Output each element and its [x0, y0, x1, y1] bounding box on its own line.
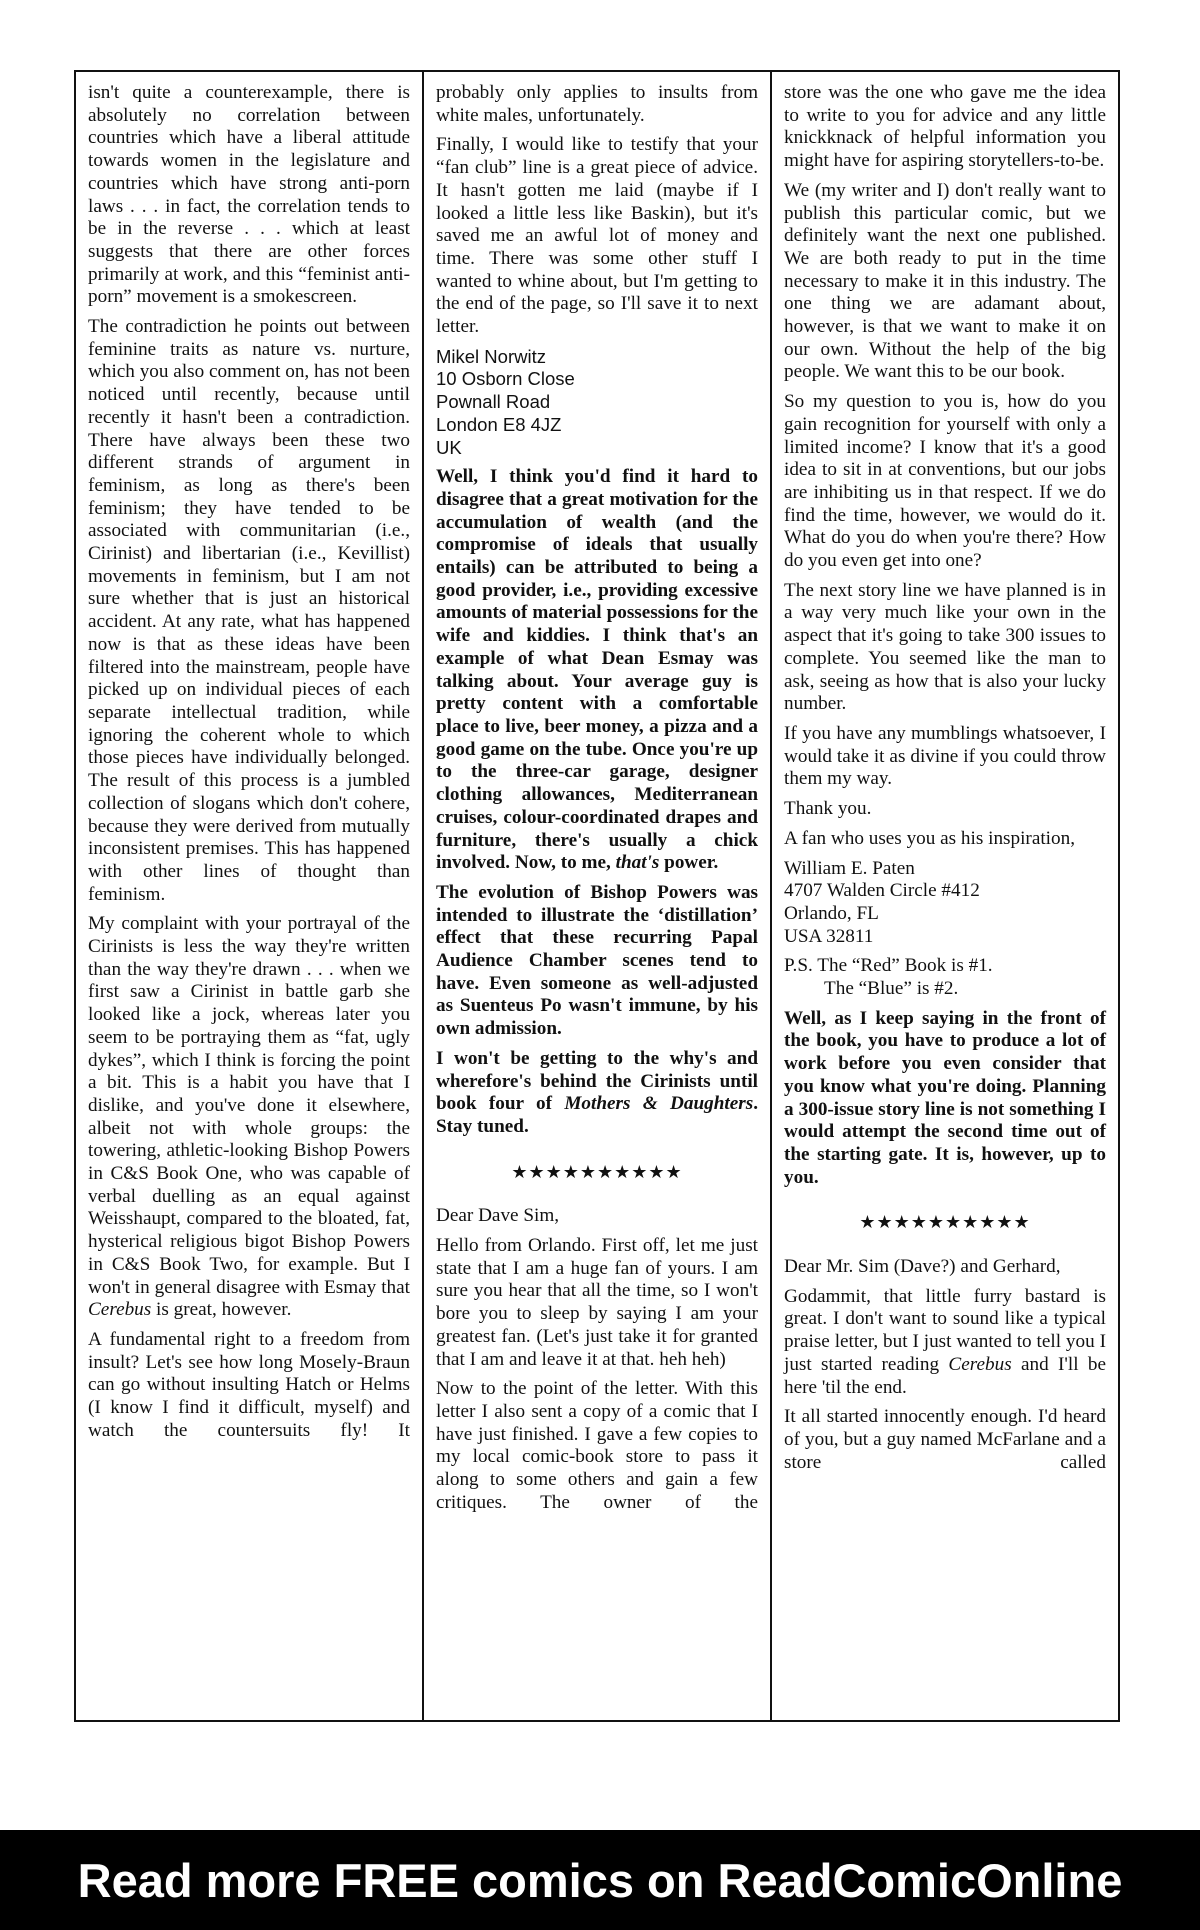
text-run: A fundamental right to a freedom from insult? Let's see how long Mosely-Braun can go without insulting Hatch or Helms (I know I find it difficult, myself) and watch the countersuits fly! It [88, 1328, 410, 1441]
address-line: 10 Osborn Close [436, 368, 575, 390]
paragraph [436, 1205, 758, 1228]
address-block [784, 858, 1106, 949]
text-run: The evolution of Bishop Powers was intended to illustrate the ‘distillation’ effect that these recurring Papal Audience Chamber scenes tend to have. Even someone as well-adjusted as Suenteus Po wasn't immune, by his own admission. [436, 881, 758, 1040]
text-run: isn't quite a counterexample, there is absolutely no correlation between countries which have a liberal attitude towards women in the legislature and countries which have strong anti-porn laws . . . in fact, the correlation tends to be in the reverse . . . which at least suggests that there are other forces primarily at work, and this “feminist anti-porn” movement is a smokescreen. [88, 82, 410, 308]
paragraph [784, 180, 1106, 384]
address-line: The “Blue” is #2. [824, 978, 959, 1000]
paragraph [784, 82, 1106, 173]
column-2 [422, 72, 770, 1720]
text-run: If you have any mumblings whatsoever, I would take it as divine if you could throw them my way. [784, 722, 1106, 790]
text-run: So my question to you is, how do you gain recognition for yourself with only a limited income? I know that it's a good idea to sit in at conventions, but our jobs are inhibiting us in that respect. If we do find the time, however, we would do it. What do you do when you're there? How do you even get into one? [784, 391, 1106, 572]
column-3 [770, 72, 1118, 1720]
promo-banner[interactable] [0, 1830, 1200, 1930]
address-line: Orlando, FL [784, 902, 879, 924]
italic-title: Cerebus [88, 1299, 152, 1321]
text-run: Well, I think you'd find it hard to disagree that a great motivation for the accumulation of wealth (and the compromise of ideals that usually entails) can be attributed to being a good provider, i.e., providing excessive amounts of material possessions for the wife and kiddies. I think that's an example of what Dean Esmay was talking about. Your average guy is pretty content with a comfortable place to live, beer money, a pizza and a good game on the tube. Once you're up to the three-car garage, designer clothing allowances, Mediterranean cruises, colour-coordinated drapes and furniture, there's usually a chick involved. Now, to me, [436, 466, 758, 874]
paragraph [436, 466, 758, 875]
text-run: Finally, I would like to testify that your “fan club” line is a great piece of advice. It hasn't gotten me laid (maybe if I looked a little less like Baskin), but it's saved me an awful lot of money and time. There was some other stuff I wanted to whine about, but I'm getting to the end of the page, so I'll save it to next letter. [436, 134, 758, 338]
text-run: Now to the point of the letter. With this letter I also sent a copy of a comic that I have just finished. I gave a few copies to my local comic-book store to pass it along to some others and gain a few critiques. The owner of the [436, 1378, 758, 1513]
text-run: The contradiction he points out between feminine traits as nature vs. nurture, which you also comment on, has not been noticed until recently, because until recently it hasn't been a contradiction. There have always been these two different strands of argument in feminism, as long as there's been feminism; they have tended to be associated with communitarian (i.e., Cirinist) and libertarian (i.e., Kevillist) movements in feminism, but I am not sure whether that is just an historical accident. At any rate, what has happened now is that as these ideas have been filtered into the mainstream, people have picked up on individual pieces of each separate intellectual tradition, while ignoring the coherent whole to which those pieces have individually belonged. The result of this process is a jumbled collection of slogans which don't cohere, because they were derived from mutually inconsistent premises. This has happened with other lines of thought than feminism. [88, 316, 410, 905]
text-run: It all started innocently enough. I'd heard of you, but a guy named McFarlane and a store called [784, 1406, 1106, 1473]
paragraph [784, 391, 1106, 573]
italic-title: that's [615, 852, 660, 874]
text-run: is great, however. [151, 1299, 292, 1321]
paragraph [436, 882, 758, 1041]
paragraph [436, 82, 758, 127]
text-run: I won't be getting to the why's and wherefore's behind the Cirinists until book four of [436, 1047, 758, 1115]
address-line: Mikel Norwitz [436, 345, 546, 367]
text-run: A fan who uses you as his inspiration, [784, 827, 1075, 849]
paragraph [88, 913, 410, 1322]
address-line: USA 32811 [784, 925, 874, 947]
address-block [784, 955, 1106, 1000]
text-run: Well, as I keep saying in the front of the book, you have to produce a lot of work before you even consider that you know what you're doing. Planning a 300-issue story line is not something I would attempt the second time out of the starting gate. It is, however, up to you. [784, 1007, 1106, 1188]
text-run: My complaint with your portrayal of the Cirinists is less the way they're written than the way they're drawn . . . when we first saw a Cirinist in battle garb she looked like a jock, whereas later you seem to be portraying them as “fat, ugly dykes”, which I think is forcing the point a bit. This is a habit you have that I dislike, and you've done it elsewhere, albeit not with whole groups: the towering, athletic-looking Bishop Powers in C&S Book One, who was capable of verbal duelling as an equal against Weisshaupt, compared to the bloated, fat, hysterical religious bigot Bishop Powers in C&S Book Two, for example. But I won't in general disagree with Esmay that [88, 913, 410, 1298]
paragraph [784, 828, 1106, 851]
text-run: Godammit, that little furry bastard is great. I don't want to sound like a typical praise letter, but I just wanted to tell you I just started reading [784, 1285, 1106, 1375]
text-run: probably only applies to insults from white males, unfortunately. [436, 82, 758, 126]
address-line: William E. Paten [784, 857, 915, 879]
star-divider [784, 1211, 1106, 1234]
paragraph [88, 316, 410, 906]
paragraph [784, 1008, 1106, 1190]
address-block [436, 346, 758, 460]
paragraph [784, 1256, 1106, 1279]
text-run: Dear Mr. Sim (Dave?) and Gerhard, [784, 1256, 1061, 1278]
paragraph [784, 723, 1106, 791]
address-line: 4707 Walden Circle #412 [784, 880, 980, 902]
text-run: We (my writer and I) don't really want to publish this particular comic, but we definitely want the next one published. We are both ready to put in the time necessary to make it in this industry. The one thing we are adamant about, however, is that we want to make it on our own. Without the help of the big people. We want this to be our book. [784, 179, 1106, 383]
text-run: and I'll be here 'til the end. [784, 1353, 1107, 1398]
paragraph [436, 1235, 758, 1371]
text-run: store was the one who gave me the idea to write to you for advice and any little knickknack of helpful information you might have for aspiring storytellers-to-be. [784, 82, 1106, 172]
paragraph [784, 798, 1106, 821]
italic-title: Cerebus [948, 1353, 1012, 1375]
text-run: The next story line we have planned is in a way very much like your own in the aspect that it's going to take 300 issues to complete. You seemed like the man to ask, seeing as how that is also your lucky number. [784, 579, 1106, 715]
paragraph [784, 580, 1106, 716]
paragraph [88, 82, 410, 309]
text-run: Thank you. [784, 798, 872, 820]
text-run: power. [659, 852, 719, 874]
address-line: UK [436, 436, 462, 458]
paragraph [436, 134, 758, 338]
paragraph [436, 1378, 758, 1514]
text-run: Hello from Orlando. First off, let me just state that I am a huge fan of yours. I am sure you hear that all the time, so I won't bore you to sleep by saying I am your greatest fan. (Let's just take it for granted that I am and leave it at that. heh heh) [436, 1235, 758, 1370]
text-run: ★★★★★★★★★★ [511, 1161, 683, 1182]
promo-banner-text[interactable]: Read more FREE comics on ReadComicOnline [77, 1853, 1123, 1907]
text-run: Dear Dave Sim, [436, 1205, 560, 1227]
star-divider [436, 1161, 758, 1184]
italic-title: Mothers & Daughters [564, 1093, 754, 1115]
address-line: London E8 4JZ [436, 413, 562, 435]
paragraph [784, 1406, 1106, 1474]
text-run: ★★★★★★★★★★ [859, 1212, 1031, 1233]
address-line: Pownall Road [436, 391, 551, 413]
paragraph [88, 1329, 410, 1443]
address-line: P.S. The “Red” Book is #1. [784, 955, 993, 977]
column-1 [76, 72, 422, 1720]
text-run: . Stay tuned. [436, 1093, 759, 1137]
letters-page-frame [74, 70, 1120, 1722]
paragraph [784, 1286, 1106, 1400]
paragraph [436, 1048, 758, 1139]
